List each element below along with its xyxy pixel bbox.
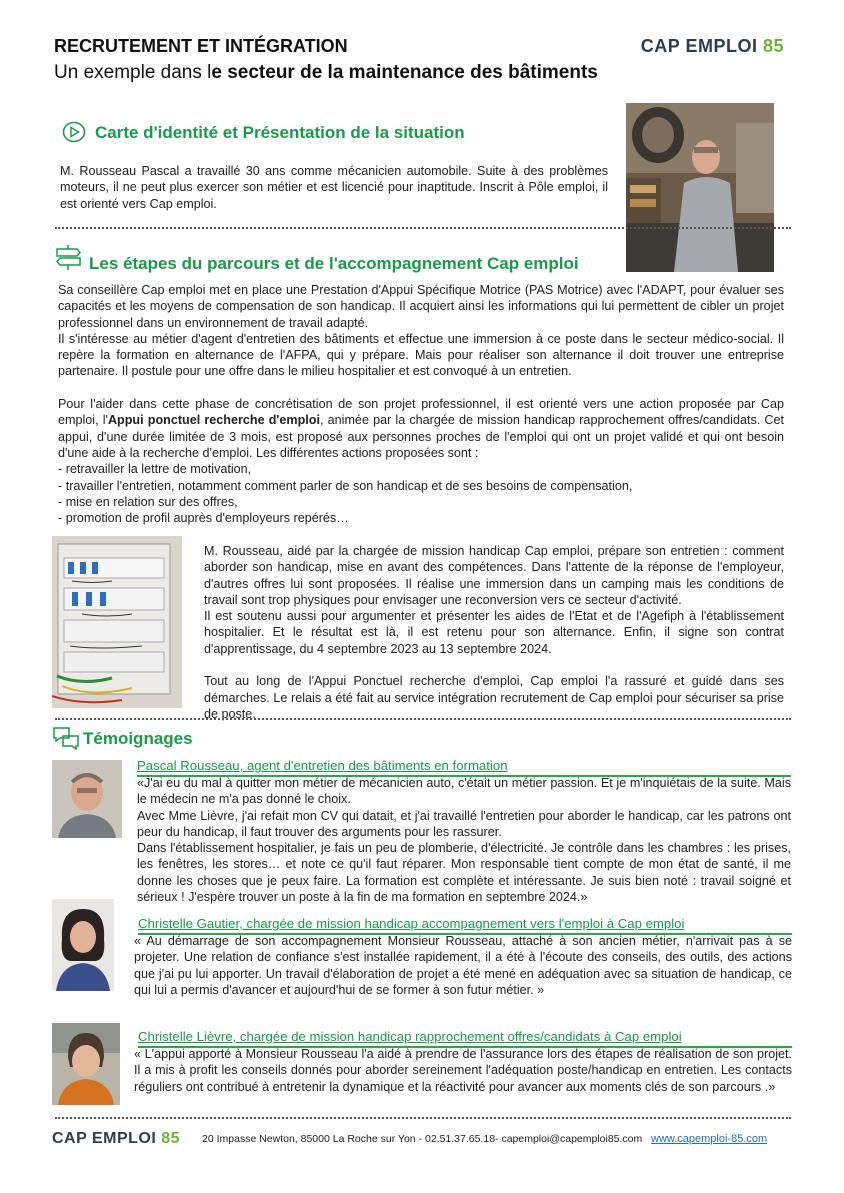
testimonial-name-lievre: Christelle Lièvre, chargée de mission handicap rapprochement offres/candidats à Cap emploi <box>138 1029 682 1044</box>
avatar-pascal <box>52 760 122 838</box>
electrical-panel-photo <box>52 536 182 708</box>
action-item: - promotion de profil auprès d'employeurs repérés… <box>58 511 349 526</box>
testimonial-name-gautier: Christelle Gautier, chargée de mission handicap accompagnement vers l'emploi à Cap emploi <box>138 916 685 931</box>
website-link[interactable]: www.capemploi-85.com <box>651 1133 768 1145</box>
section-testimonials-title: Témoignages <box>83 729 193 748</box>
footer-address: 20 Impasse Newton, 85000 La Roche sur Yon - 02.51.37.65.18- capemploi@capemploi85.com <box>202 1133 643 1145</box>
signpost-icon <box>54 243 82 271</box>
cap-emploi-logo: CAP EMPLOI 85 <box>640 36 784 56</box>
testimonial-name-pascal: Pascal Rousseau, agent d'entretien des bâtiments en formation <box>137 758 508 773</box>
chat-bubbles-icon <box>52 726 80 750</box>
workshop-photo <box>626 103 774 272</box>
separator-1 <box>55 227 791 229</box>
action-item: - mise en relation sur des offres, <box>58 494 238 509</box>
avatar-christelle-lievre <box>52 1023 120 1105</box>
separator-2 <box>55 718 791 720</box>
section-steps-title: Les étapes du parcours et de l'accompagnement Cap emploi <box>89 254 579 273</box>
identity-text: M. Rousseau Pascal a travaillé 30 ans comme mécanicien automobile. Suite à des problèmes moteurs, il ne peut plus exercer son métier et est licencié pour inaptitude. Inscrit à Pôle emploi, il est orienté vers Cap emploi. <box>60 164 608 211</box>
separator-3 <box>55 1117 791 1119</box>
avatar-christelle-gautier <box>52 899 114 991</box>
steps-text-2: M. Rousseau, aidé par la chargée de mission handicap Cap emploi, prépare son entretien : comment aborder son handicap, mise en avant des compétences. Dans l'attente de la réponse de l'employeur, d'autres offres lui sont proposées. Il réalise une immersion dans un camping mais les conditions de travail sont trop physiques pour envisager une reconversion vers ce secteur d'activité. Il est soutenu aussi pour argumenter et présenter les aides de l'Etat et de l'Agefiph à l'établissement hospitalier. Et le résultat est là, il est retenu pour son alternance. Enfin, il signe son contrat d'apprentissage, du 4 septembre 2023 au 13 septembre 2024. Tout au long de l'Appui Ponctuel recherche d'emploi, Cap emploi l'a rassuré et guidé dans ses démarches. Le relais a été fait au service intégration recrutement de Cap emploi pour sécuriser sa prise de poste. <box>204 544 784 721</box>
section-identity-title: Carte d'identité et Présentation de la situation <box>95 123 465 142</box>
page-subtitle: Un exemple dans le secteur de la maintenance des bâtiments <box>54 62 598 83</box>
testimonial-text-gautier: « Au démarrage de son accompagnement Monsieur Rousseau, attaché à son ancien métier, n'arrivait pas à se projeter. Une relation de confiance s'est installée rapidement, il a été à l'écoute des conseils, des outils, des actions que j'ai pu lui apporter. Un travail d'élaboration de projet a été mené en adéquation avec sa situation de handicap, ce qui lui a permis d'avancer et aujourd'hui de se former à son futur métier. » <box>134 934 792 997</box>
page-title: RECRUTEMENT ET INTÉGRATION <box>54 36 348 56</box>
testimonial-text-pascal: «J'ai eu du mal à quitter mon métier de mécanicien auto, c'était un métier passion. Et je m'inquiétais de la suite. Mais le médecin ne m'a pas donné le choix. Avec Mme Lièvre, j'ai refait mon CV qui datait, et j'ai travaillé l'entretien pour aborder le handicap, car les patrons ont peur du handicap, il faut trouver des arguments pour les rassurer. Dans l'établissement hospitalier, je fais un peu de plomberie, d'électricité. Je contrôle dans les chambres : les prises, les fenêtres, les stores… et note ce qu'il faut réparer. Mon responsable tient compte de mon état de santé, il me donne les choses que je peux faire. La formation est complète et intéressante. Je suis bien noté : travail soigné et sérieux ! J'espère trouver un poste à la fin de ma formation en septembre 2024.» <box>137 776 791 905</box>
action-item: - travailler l'entretien, notamment comment parler de son handicap et de ses besoins de compensation, <box>58 478 633 493</box>
play-circle-icon <box>62 121 86 143</box>
testimonial-text-lievre: « L'appui apporté à Monsieur Rousseau l'a aidé à prendre de l'assurance lors des étapes de réalisation de son projet. Il a mis à profit les conseils donnés pour aborder sereinement l'adéquation poste/handicap en entretien. Les contacts réguliers ont contribué à entretenir la dynamique et la réactivité pour avancer aux moments clés de son parcours .» <box>134 1047 792 1094</box>
steps-text-1: Sa conseillère Cap emploi met en place une Prestation d'Appui Spécifique Motrice (PAS Motrice) avec l'ADAPT, pour évaluer ses capacités et les moyens de compensation de son handicap. Il acquiert ainsi les informations qui lui permettent de cibler un projet professionnel dans un environnement de travail adapté. Il s'intéresse au métier d'agent d'entretien des bâtiments et effectue une immersion à ce poste dans le secteur médico-social. Il repère la formation en alternance de l'AFPA, qui y prépare. Mais pour réaliser son alternance il doit trouver une entreprise partenaire. Il postule pour une offre dans le milieu hospitalier et est convoqué à un entretien. Pour l'aider dans cette phase de concrétisation de son projet professionnel, il est orienté vers une action proposée par Cap emploi, l'Appui ponctuel recherche d'emploi, animée par la chargée de mission handicap rapprochement offres/candidats. Cet appui, d'une durée limitée de 3 mois, est proposé aux personnes proches de l'emploi qui ont un projet validé et qui ont besoin d'une aide à la recherche d'emploi. Les différentes actions proposées sont : - retravailler la lettre de motivation, - travailler l'entretien, notamment comment parler de son handicap et de ses besoins de compensation, - mise en relation sur des offres, - promotion de profil auprès d'employeurs repérés… <box>58 283 785 526</box>
footer-logo: CAP EMPLOI 85 <box>52 1130 181 1147</box>
action-item: - retravailler la lettre de motivation, <box>58 462 252 477</box>
